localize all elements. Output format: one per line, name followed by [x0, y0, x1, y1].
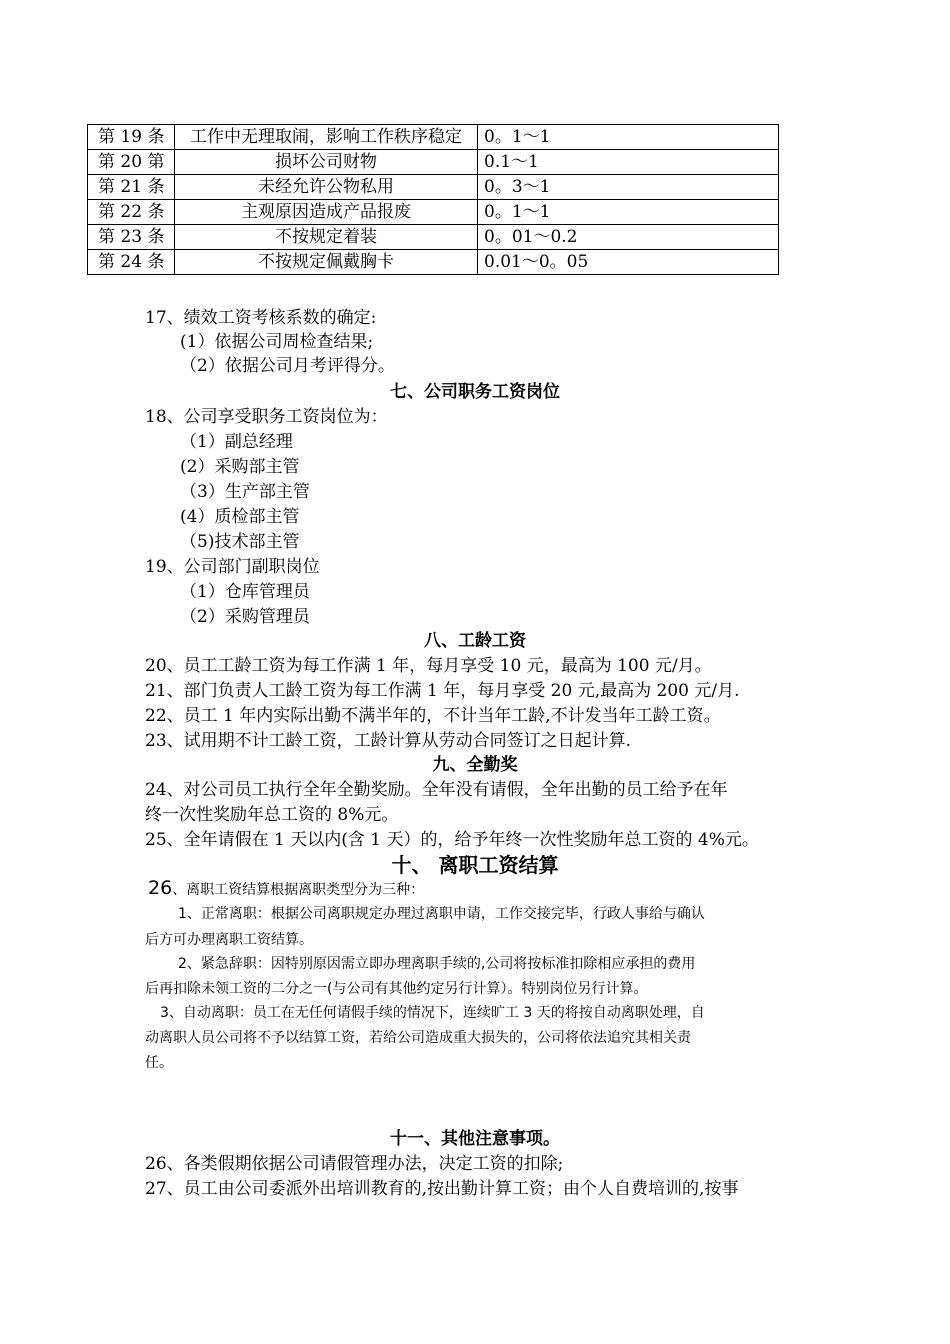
coefficient-cell: 0。3～1	[478, 175, 779, 200]
section-26-para-1-line-1: 1、正常离职：根据公司离职规定办理过离职申请，工作交接完毕，行政人事给与确认	[178, 906, 705, 922]
section-19-item-1: （1）仓库管理员	[180, 582, 310, 602]
item-cell: 不按规定佩戴胸卡	[175, 250, 478, 275]
section-22: 22、员工 1 年内实际出勤不满半年的，不计当年工龄,不计发当年工龄工资。	[145, 706, 721, 726]
coefficient-cell: 0。1～1	[478, 125, 779, 150]
heading-9: 九、全勤奖	[432, 755, 518, 775]
table-row	[88, 150, 779, 175]
coefficient-cell: 0.1～1	[478, 150, 779, 175]
section-26-para-1-line-2: 后方可办理离职工资结算。	[145, 932, 313, 948]
heading-7: 七、公司职务工资岗位	[390, 382, 560, 402]
section-18-item-3: （3）生产部主管	[180, 482, 310, 502]
section-26-title	[148, 876, 424, 902]
article-cell: 第 22 条	[88, 200, 175, 225]
section-26-para-3-line-1: 3、自动离职：员工在无任何请假手续的情况下，连续旷工 3 天的将按自动离职处理，自	[160, 1005, 705, 1021]
section-26-leave: 26、各类假期依据公司请假管理办法，决定工资的扣除;	[145, 1154, 564, 1174]
item-cell: 主观原因造成产品报废	[175, 200, 478, 225]
item-cell: 不按规定着装	[175, 225, 478, 250]
article-cell: 第 24 条	[88, 250, 175, 275]
section-19-title: 19、公司部门副职岗位	[145, 557, 320, 577]
section-17-title: 17、绩效工资考核系数的确定:	[145, 308, 377, 328]
article-cell: 第 21 条	[88, 175, 175, 200]
item-cell: 损坏公司财物	[175, 150, 478, 175]
section-24-line-2: 终一次性奖励年总工资的 8%元。	[145, 805, 399, 825]
heading-8: 八、工龄工资	[424, 631, 526, 651]
coefficient-cell: 0.01～0。05	[478, 250, 779, 275]
section-26-para-3-line-3: 任。	[145, 1055, 173, 1071]
section-26-para-2-line-1: 2、紧急辞职：因特别原因需立即办理离职手续的,公司将按标准扣除相应承担的费用	[178, 956, 696, 972]
heading-11: 十一、其他注意事项。	[390, 1129, 560, 1149]
section-20: 20、员工工龄工资为每工作满 1 年，每月享受 10 元，最高为 100 元/月。	[145, 656, 712, 676]
section-26-para-3-line-2: 动离职人员公司将不予以结算工资，若给公司造成重大损失的，公司将依法追究其相关责	[145, 1030, 691, 1046]
table-row	[88, 175, 779, 200]
table-row	[88, 200, 779, 225]
section-18-item-1: （1）副总经理	[180, 432, 293, 452]
section-26-number: 26	[148, 877, 173, 899]
section-21: 21、部门负责人工龄工资为每工作满 1 年，每月享受 20 元,最高为 200 元/月.	[145, 681, 740, 701]
section-17-item-2: （2）依据公司月考评得分。	[180, 356, 395, 376]
section-19-item-2: （2）采购管理员	[180, 607, 310, 627]
section-27: 27、员工由公司委派外出培训教育的,按出勤计算工资；由个人自费培训的,按事	[145, 1179, 739, 1199]
section-25: 25、全年请假在 1 天以内(含 1 天）的，给予年终一次性奖励年总工资的 4%元。	[145, 830, 759, 850]
section-18-item-5: （5)技术部主管	[180, 532, 300, 552]
section-18-item-2: (2）采购部主管	[180, 457, 300, 477]
article-cell: 第 19 条	[88, 125, 175, 150]
table-row	[88, 250, 779, 275]
section-26-title-text: 、离职工资结算根据离职类型分为三种：	[172, 882, 425, 898]
table-row	[88, 125, 779, 150]
article-cell: 第 20 第	[88, 150, 175, 175]
item-cell: 未经允许公物私用	[175, 175, 478, 200]
item-cell: 工作中无理取闹，影响工作秩序稳定	[175, 125, 478, 150]
section-23: 23、试用期不计工龄工资，工龄计算从劳动合同签订之日起计算.	[145, 731, 632, 751]
section-18-title: 18、公司享受职务工资岗位为：	[145, 407, 388, 427]
section-18-item-4: (4）质检部主管	[180, 507, 300, 527]
coefficient-cell: 0。01～0.2	[478, 225, 779, 250]
section-24-line-1: 24、对公司员工执行全年全勤奖励。全年没有请假，全年出勤的员工给予在年	[145, 780, 728, 800]
heading-10: 十、 离职工资结算	[391, 853, 559, 877]
section-17-item-1: (1）依据公司周检查结果;	[180, 332, 374, 352]
article-cell: 第 23 条	[88, 225, 175, 250]
table-row	[88, 225, 779, 250]
coefficient-cell: 0。1～1	[478, 200, 779, 225]
section-26-para-2-line-2: 后再扣除未领工资的二分之一(与公司有其他约定另行计算）。特别岗位另行计算。	[145, 981, 648, 997]
penalty-table	[87, 124, 779, 275]
